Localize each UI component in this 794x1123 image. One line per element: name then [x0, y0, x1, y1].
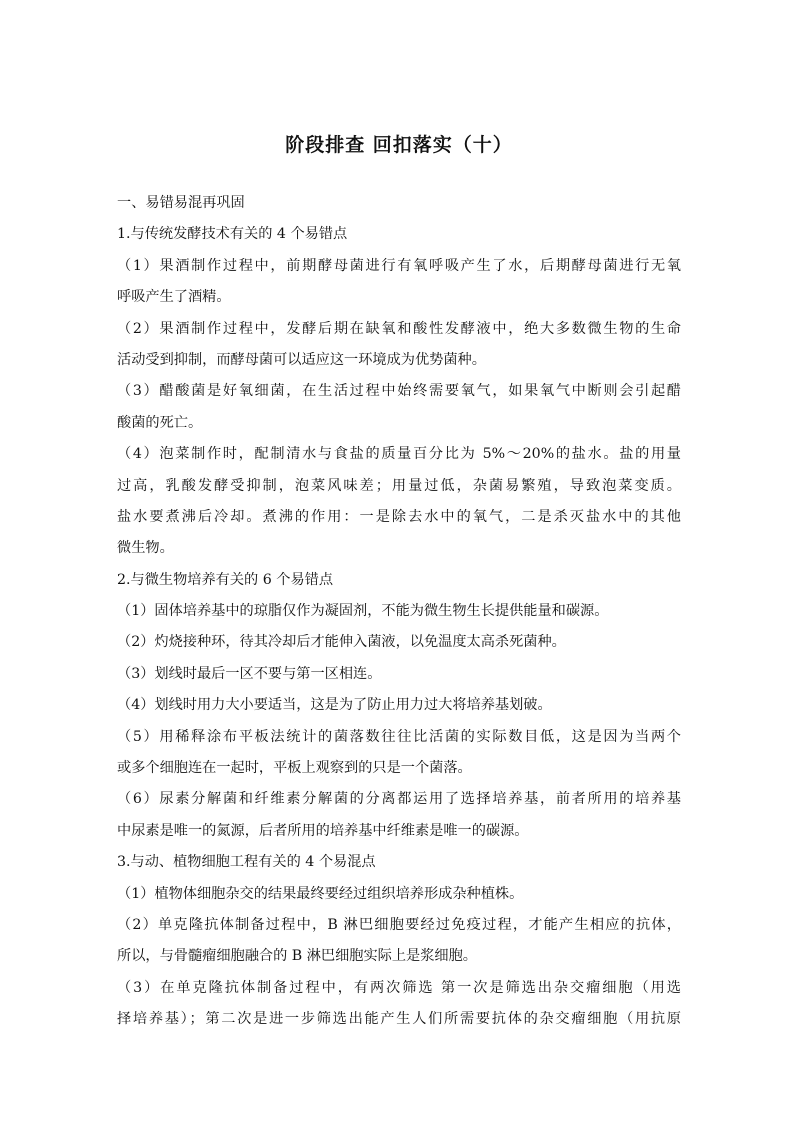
- text-line: （6）尿素分解菌和纤维素分解菌的分离都运用了选择培养基，前者所用的培养基: [117, 791, 681, 808]
- text-line: （3）在单克隆抗体制备过程中，有两次筛选 第一次是筛选出杂交瘤细胞（用选: [117, 979, 681, 996]
- text-line: 过高，乳酸发酵受抑制，泡菜风味差；用量过低，杂菌易繁殖，导致泡菜变质。: [117, 477, 681, 494]
- text-line: （1）果酒制作过程中，前期酵母菌进行有氧呼吸产生了水，后期酵母菌进行无氧: [117, 257, 681, 274]
- text-line: 呼吸产生了酒精。: [117, 289, 231, 306]
- text-line: （3）划线时最后一区不要与第一区相连。: [117, 665, 382, 682]
- text-line: （2）单克隆抗体制备过程中，B 淋巴细胞要经过免疫过程，才能产生相应的抗体，: [117, 916, 681, 933]
- text-line: （1）植物体细胞杂交的结果最终要经过组织培养形成杂种植株。: [117, 885, 524, 902]
- text-line: 中尿素是唯一的氮源，后者所用的培养基中纤维素是唯一的碳源。: [117, 822, 529, 839]
- document-title: 阶段排查 回扣落实（十）: [285, 134, 513, 156]
- text-line: （2）灼烧接种环，待其冷却后才能伸入菌液，以免温度太高杀死菌种。: [117, 634, 566, 651]
- text-line: （1）固体培养基中的琼脂仅作为凝固剂，不能为微生物生长提供能量和碳源。: [117, 603, 609, 620]
- text-line: （5）用稀释涂布平板法统计的菌落数往往比活菌的实际数目低，这是因为当两个: [117, 728, 681, 745]
- text-line: 酸菌的死亡。: [117, 414, 203, 431]
- text-line: 一、易错易混再巩固: [117, 195, 245, 211]
- text-line: 3.与动、植物细胞工程有关的 4 个易混点: [117, 854, 376, 871]
- document-body: [117, 188, 681, 1036]
- text-line: （2）果酒制作过程中，发酵后期在缺氧和酸性发酵液中，绝大多数微生物的生命: [117, 320, 681, 337]
- text-line: （4）划线时用力大小要适当，这是为了防止用力过大将培养基划破。: [117, 697, 552, 714]
- text-line: 盐水要煮沸后冷却。煮沸的作用：一是除去水中的氧气，二是杀灭盐水中的其他: [117, 508, 681, 525]
- text-line: （3）醋酸菌是好氧细菌，在生活过程中始终需要氧气，如果氧气中断则会引起醋: [117, 383, 681, 400]
- text-line: 择培养基）；第二次是进一步筛选出能产生人们所需要抗体的杂交瘤细胞（用抗原: [117, 1011, 681, 1028]
- text-line: 所以，与骨髓瘤细胞融合的 B 淋巴细胞实际上是浆细胞。: [117, 948, 477, 965]
- text-line: 1.与传统发酵技术有关的 4 个易错点: [117, 226, 348, 243]
- text-line: （4）泡菜制作时，配制清水与食盐的质量百分比为 5%～20%的盐水。盐的用量: [117, 446, 681, 463]
- text-line: 2.与微生物培养有关的 6 个易错点: [117, 571, 334, 588]
- text-line: 微生物。: [117, 540, 174, 557]
- text-line: 活动受到抑制，而酵母菌可以适应这一环境成为优势菌种。: [117, 351, 486, 368]
- text-line: 或多个细胞连在一起时，平板上观察到的只是一个菌落。: [117, 760, 472, 777]
